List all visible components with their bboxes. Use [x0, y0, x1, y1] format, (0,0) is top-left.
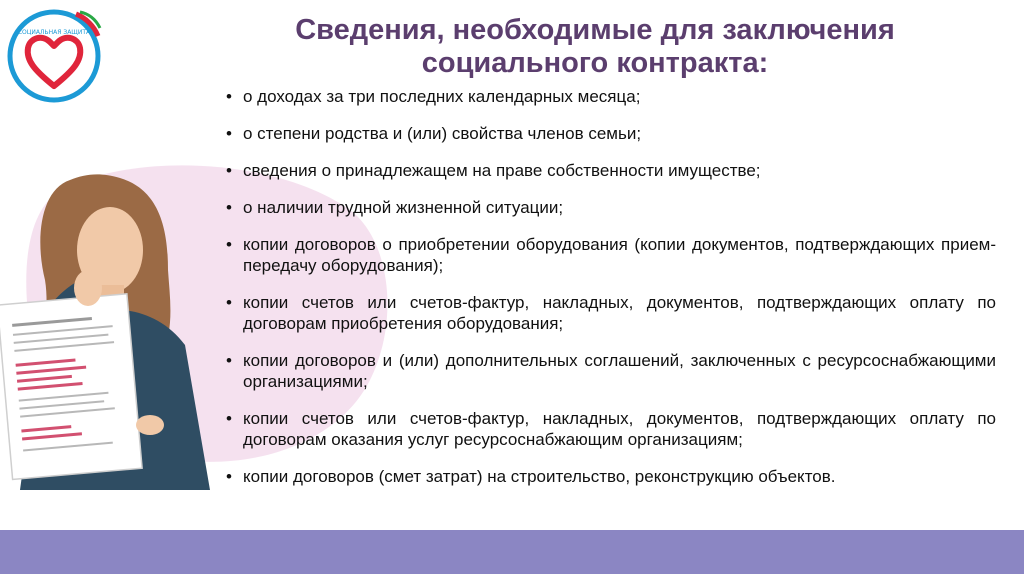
list-item: • о доходах за три последних календарных месяца; [226, 86, 996, 107]
list-item: • о наличии трудной жизненной ситуации; [226, 197, 996, 218]
list-item: • копии договоров (смет затрат) на строительство, реконструкцию объектов. [226, 466, 996, 487]
title-line-2: социального контракта: [421, 47, 769, 79]
logo-text: СОЦИАЛЬНАЯ ЗАЩИТА [17, 29, 91, 36]
footer-bar [0, 530, 1024, 574]
slide-title [250, 14, 940, 80]
list-item: • копии счетов или счетов-фактур, накладных, документов, подтверждающих оплату по договорам приобретения оборудования; [226, 292, 996, 334]
list-item: • сведения о принадлежащем на праве собственности имуществе; [226, 160, 996, 181]
list-item: • о степени родства и (или) свойства членов семьи; [226, 123, 996, 144]
required-documents-list [226, 86, 996, 503]
woman-holding-document-illustration [0, 170, 230, 490]
list-item: • копии счетов или счетов-фактур, накладных, документов, подтверждающих оплату по договорам оказания услуг ресурсоснабжающим организациям; [226, 408, 996, 450]
list-item: • копии договоров и (или) дополнительных соглашений, заключенных с ресурсоснабжающими организациями; [226, 350, 996, 392]
list-item: • копии договоров о приобретении оборудования (копии документов, подтверждающих прием-передачу оборудования); [226, 234, 996, 276]
social-protection-logo [4, 4, 104, 104]
title-line-1: Сведения, необходимые для заключения [295, 14, 895, 46]
